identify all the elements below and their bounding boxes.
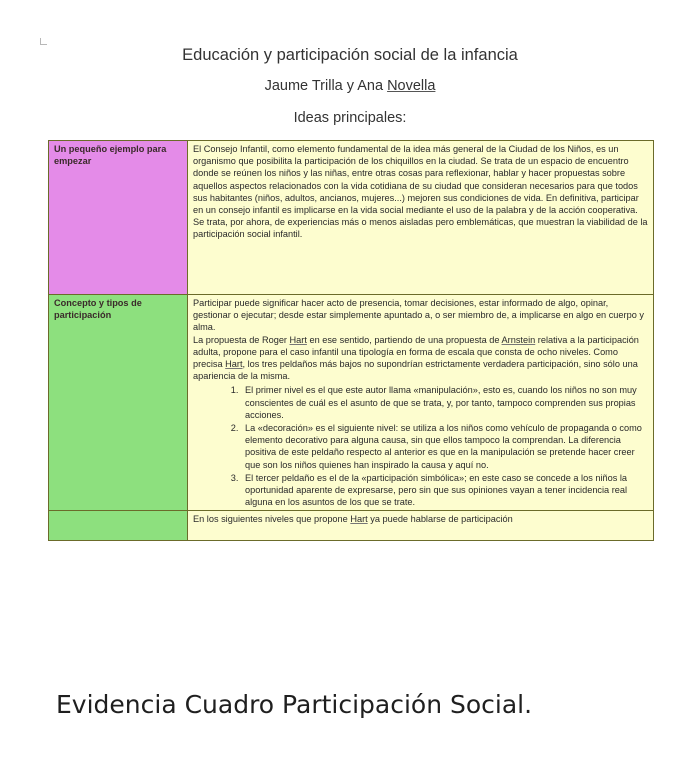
table-row xyxy=(49,295,654,511)
table-row xyxy=(49,511,654,541)
author-name-hart: Hart xyxy=(350,514,368,525)
text-run: , los tres peldaños más bajos no supondrían estrictamente verdadera participación, sino sólo una apariencia de la misma. xyxy=(193,359,638,382)
author-name-arnstein: Arnstein xyxy=(501,334,536,345)
list-item: 2. La «decoración» es el siguiente nivel: se utiliza a los niños como vehículo de propaganda o como elemento decorativo para alguna causa, sin que ellos tampoco la comprendan. La diferencia positiva de este peldaño respecto al anterior es que en la manipulación se pretende hacer creer que son los niños quienes han inspirado la causa y aquí no. xyxy=(241,422,648,471)
content-paragraph xyxy=(193,513,648,525)
content-cell xyxy=(188,295,654,511)
text-run: en ese sentido, partiendo de una propuesta de xyxy=(306,334,502,345)
topic-cell xyxy=(49,511,188,541)
document-scan xyxy=(30,34,670,656)
document-title: Educación y participación social de la infancia xyxy=(182,46,518,64)
authors-text: Jaume Trilla y Ana xyxy=(264,78,388,94)
table-row xyxy=(49,141,654,295)
content-cell xyxy=(188,511,654,541)
text-run: En los siguientes niveles que propone xyxy=(193,514,351,525)
content-paragraph-hart xyxy=(193,334,648,383)
content-cell xyxy=(188,141,654,295)
document-authors xyxy=(30,78,670,94)
levels-list xyxy=(193,384,648,508)
text-run: relativa a la participación adulta, propone para el caso infantil una tipología en forma de escala que consta de ocho niveles. Como precisa xyxy=(193,334,639,370)
list-item: 3. El tercer peldaño es el de la «participación simbólica»; en este caso se concede a los niños la oportunidad aparente de expresarse, pero sin que sus opiniones vayan a tener incidencia real alguna en los asuntos de los que se trate. xyxy=(241,472,648,509)
text-run: ya puede hablarse de participación xyxy=(367,514,513,525)
page-corner-mark xyxy=(40,38,47,45)
authors-underlined-name: Novella xyxy=(387,78,436,94)
text-run: La propuesta de Roger xyxy=(193,334,290,345)
section-heading: Ideas principales: xyxy=(293,110,407,126)
list-item: 1. El primer nivel es el que este autor llama «manipulación», esto es, cuando los niños no son muy conscientes de cuál es el asunto de que se trata, y, por tanto, tampoco comprenden sus propias acciones. xyxy=(241,384,648,421)
content-paragraph: Participar puede significar hacer acto de presencia, tomar decisiones, estar informado de algo, opinar, gestionar o ejecutar; desde estar simplemente apuntado a, o ser miembro de, a implicarse en algo en cuerpo y alma. xyxy=(193,298,644,333)
topic-cell: Un pequeño ejemplo para empezar xyxy=(49,141,188,295)
author-name-hart: Hart xyxy=(225,359,243,370)
content-paragraph: El Consejo Infantil, como elemento fundamental de la idea más general de la Ciudad de los Niños, es un organismo que posibilita la participación de los chiquillos en la ciudad. Se trata de un espacio de encuentro donde se reúnen los niños y las niñas, entre otras cosas para reflexionar, hablar y hacer propuestas sobre aquellos aspectos relacionados con la vida cotidiana de su ciudad que consideran necesarios para que todos sus habitantes (niños, adultos, ancianos, mujeres...) mejoren sus condiciones de vida. En definitiva, participar en un consejo infantil es implicarse en la vida social mediante el uso de la palabra y de la acción cooperativa. Se trata, por ahora, de experiencias más o menos aisladas pero emblemáticas, que muestran la viabilidad de la participación social infantil. xyxy=(193,144,648,240)
author-name-hart: Hart xyxy=(289,334,307,345)
topic-cell: Concepto y tipos de participación xyxy=(49,295,188,511)
ideas-table xyxy=(48,140,654,541)
caption: Evidencia Cuadro Participación Social. xyxy=(56,690,533,719)
